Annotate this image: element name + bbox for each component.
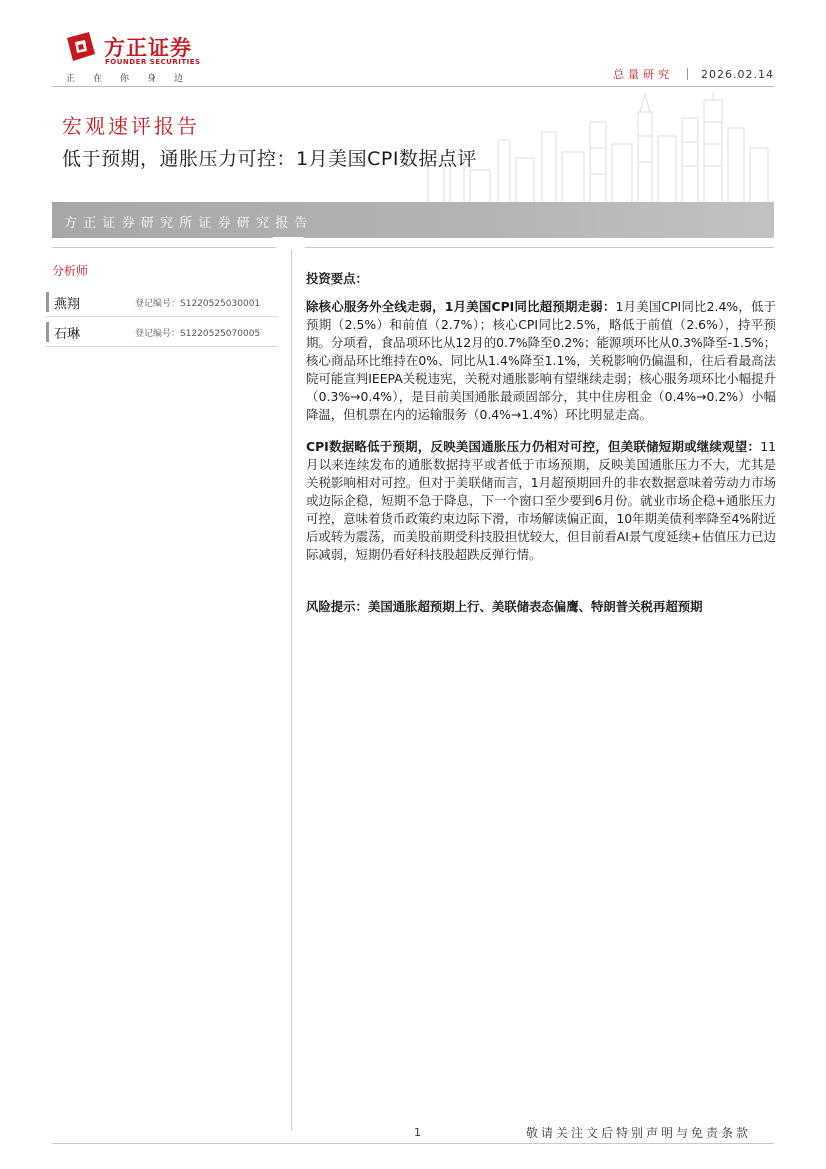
band-notch-decoration: [272, 237, 304, 249]
header-separator: [687, 68, 688, 80]
paragraph-lead: 除核心服务外全线走弱，1月美国CPI同比超预期走弱：: [306, 299, 616, 314]
report-title: 低于预期，通胀压力可控：1月美国CPI数据点评: [62, 148, 477, 170]
summary-heading: 投资要点：: [306, 271, 368, 286]
summary-paragraph: [306, 438, 776, 564]
analyst-marker: [46, 292, 49, 312]
paragraph-text: 11月以来连续发布的通胀数据持平或者低于市场预期，反映美国通胀压力不大，尤其是关税影响相对可控。但对于美联储而言，1月超预期回升的非农数据意味着劳动力市场或边际企稳，短期不急于降息，下一个窗口至少要到6月份。就业市场企稳+通胀压力可控，意味着货币政策约束边际下滑，市场解读偏正面，10年期美债利率降至4%附近后或转为震荡，而美股前期受科技股担忧较大，但目前看AI景气度延续+估值压力已边际减弱，短期仍看好科技股超跌反弹行情。: [306, 439, 776, 562]
summary-paragraph: [306, 298, 776, 424]
analyst-name: 石琳: [54, 327, 81, 342]
paragraph-lead: CPI数据略低于预期，反映美国通胀压力仍相对可控，但美联储短期或继续观望：: [306, 439, 761, 454]
header-meta: [613, 66, 774, 82]
analyst-name: 燕翔: [54, 297, 81, 312]
footer-rule: [52, 1143, 774, 1144]
analyst-divider: [46, 346, 278, 347]
analyst-marker: [46, 322, 49, 342]
page-number: 1: [414, 1126, 421, 1139]
analyst-row: [46, 320, 278, 344]
analyst-heading: 分析师: [52, 264, 89, 278]
report-date: 2026.02.14: [701, 68, 774, 81]
report-category: 总量研究: [613, 68, 674, 81]
report-type: 宏观速评报告: [62, 114, 200, 138]
institute-band: [52, 202, 774, 238]
footer-disclaimer: 敬请关注文后特别声明与免责条款: [526, 1126, 752, 1140]
paragraph-text: 1月美国CPI同比2.4%，低于预期（2.5%）和前值（2.7%）；核心CPI同比2.5%，略低于前值（2.6%），持平预期。分项看，食品项环比从12月的0.7%降至0.2%；能源项环比从0.3%降至-1.5%；核心商品环比维持在0%、同比从1.4%降至1.1%，关税影响仍偏温和，往后看最高法院可能宣判IEEPA关税违宪，关税对通胀影响有望继续走弱；核心服务项环比小幅提升（0.3%→0.4%），是目前美国通胀最顽固部分，其中住房租金（0.4%→0.2%）小幅降温，但机票在内的运输服务（0.4%→1.4%）环比明显走高。: [306, 299, 777, 422]
risk-warning: 风险提示：美国通胀超预期上行、美联储表态偏鹰、特朗普关税再超预期: [306, 599, 703, 614]
analyst-registration: 登记编号：S1220525070005: [135, 329, 261, 339]
logo-cn-name: 方正证券: [104, 36, 192, 60]
founder-securities-logo: [64, 30, 214, 90]
analyst-divider: [46, 316, 278, 317]
band-rule-left: [52, 247, 276, 248]
summary-body: [306, 270, 776, 630]
band-rule-right: [305, 247, 774, 248]
header-rule: [52, 86, 774, 87]
institute-band-text: 方正证券研究所证券研究报告: [64, 216, 314, 231]
logo-slogan: 正在你身边: [66, 74, 202, 84]
founder-logo-mark-icon: [64, 30, 98, 64]
column-divider: [291, 250, 292, 1130]
analyst-row: [46, 290, 278, 314]
analyst-registration: 登记编号：S1220525030001: [135, 299, 261, 309]
logo-en-name: FOUNDER SECURITIES: [105, 58, 201, 66]
